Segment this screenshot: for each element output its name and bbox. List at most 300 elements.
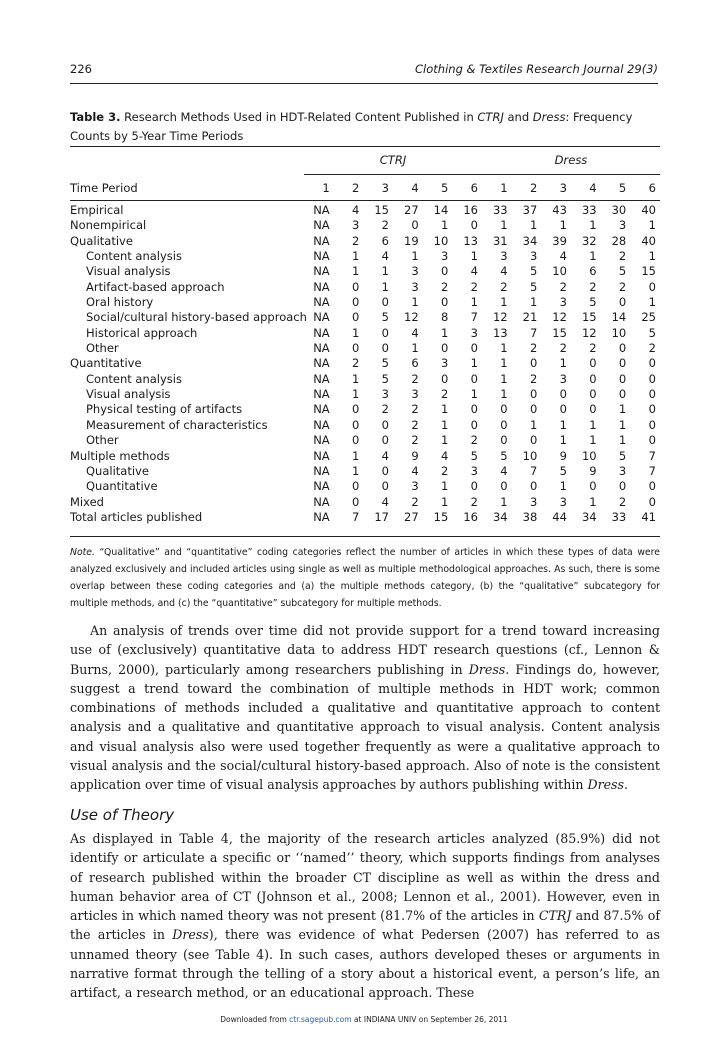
table-cell: 6 bbox=[411, 356, 419, 371]
table-cell: 1 bbox=[500, 295, 508, 310]
group-header-ctrj: CTRJ bbox=[304, 146, 482, 175]
column-header: 4 bbox=[411, 181, 419, 195]
table-row bbox=[70, 218, 660, 233]
running-header bbox=[70, 62, 658, 78]
table-body bbox=[70, 201, 660, 525]
table-cell: 3 bbox=[411, 387, 419, 402]
table-cell: 7 bbox=[648, 448, 656, 463]
text-run: and 87.5% of the articles in bbox=[70, 908, 660, 943]
table-cell: 1 bbox=[440, 417, 449, 432]
table-cell: 3 bbox=[352, 218, 360, 233]
table-cell: 2 bbox=[411, 433, 419, 448]
table-caption bbox=[70, 108, 660, 146]
column-header: 6 bbox=[470, 181, 478, 195]
table-cell: 2 bbox=[440, 387, 449, 402]
column-header: 1 bbox=[322, 181, 330, 195]
table-cell: 3 bbox=[440, 356, 449, 371]
column-header: 3 bbox=[559, 181, 567, 195]
table-row bbox=[70, 356, 660, 371]
table-cell: 3 bbox=[500, 249, 508, 264]
table-cell: 10 bbox=[581, 448, 597, 463]
column-header: 1 bbox=[500, 181, 508, 195]
column-header: 2 bbox=[352, 181, 360, 195]
table-cell: 34 bbox=[492, 509, 508, 524]
table-cell: 0 bbox=[589, 371, 597, 386]
text-run: ), there was evidence of what Pedersen (2007) has referred to as unnamed theory (see Table 4). In such cases, authors developed theses or arguments in narrative format through the telling of a story about a historical event, a person’s life, an artifact, a research method, or an educational approach. These bbox=[70, 927, 660, 1001]
table-cell: 3 bbox=[559, 371, 567, 386]
table-cell: 1 bbox=[352, 463, 360, 478]
table-row bbox=[70, 326, 660, 341]
table-cell: 8 bbox=[440, 310, 449, 325]
italic-text: CTRJ bbox=[538, 908, 572, 924]
table-cell: 12 bbox=[404, 310, 419, 325]
row-label: Measurement of characteristics bbox=[86, 417, 268, 432]
table-row bbox=[70, 295, 660, 310]
journal-title: Clothing & Textiles Research Journal 29(3) bbox=[415, 62, 658, 76]
text-run: An analysis of trends over time did not provide support for a trend toward increasing use of (exclusively) quantitative data to address HDT research questions (cf., Lennon & Burns, 2000), particularly among researchers publishing in bbox=[70, 623, 660, 677]
table-cell: 0 bbox=[589, 479, 597, 494]
table-cell: 0 bbox=[440, 264, 449, 279]
table-cell: 1 bbox=[440, 402, 449, 417]
table-cell: 2 bbox=[618, 249, 627, 264]
table-cell: 0 bbox=[381, 295, 389, 310]
table-cell: 12 bbox=[552, 310, 567, 325]
table-cell: NA bbox=[313, 371, 330, 386]
table-cell: 4 bbox=[411, 463, 419, 478]
table-cell: 16 bbox=[463, 509, 478, 524]
table-cell: 7 bbox=[529, 325, 538, 340]
row-label: Other bbox=[86, 433, 119, 448]
row-label: Qualitative bbox=[86, 463, 149, 478]
table-cell: 17 bbox=[374, 509, 389, 524]
row-label: Multiple methods bbox=[70, 448, 170, 463]
table-cell: 0 bbox=[589, 387, 597, 402]
table-cell: 5 bbox=[618, 264, 627, 279]
column-header: 5 bbox=[440, 181, 449, 195]
table-cell: 0 bbox=[529, 356, 538, 371]
table-cell: 1 bbox=[411, 341, 419, 356]
table-cell: 1 bbox=[648, 218, 656, 233]
table-cell: 15 bbox=[374, 203, 389, 217]
footer-prefix: Downloaded from bbox=[220, 1015, 290, 1024]
table-cell: 0 bbox=[648, 371, 656, 386]
table-cell: 2 bbox=[470, 279, 478, 294]
row-label: Total articles published bbox=[70, 509, 203, 524]
table-cell: 1 bbox=[559, 218, 567, 233]
column-header: 2 bbox=[529, 181, 538, 195]
table-cell: 1 bbox=[500, 494, 508, 509]
column-header: 3 bbox=[381, 181, 389, 195]
table-cell: NA bbox=[313, 463, 330, 478]
table-cell: 1 bbox=[648, 249, 656, 264]
table-cell: 0 bbox=[559, 387, 567, 402]
table-row bbox=[70, 234, 660, 249]
body-paragraph-trends bbox=[70, 621, 660, 795]
table-cell: 0 bbox=[500, 402, 508, 417]
row-label: Artifact-based approach bbox=[86, 279, 225, 294]
row-label: Qualitative bbox=[70, 233, 133, 248]
table-cell: 2 bbox=[589, 341, 597, 356]
table-cell: 2 bbox=[529, 341, 538, 356]
table-cell: 4 bbox=[381, 249, 389, 264]
table-row bbox=[70, 341, 660, 356]
table-cell: 6 bbox=[589, 264, 597, 279]
research-methods-table bbox=[70, 146, 660, 525]
table-bottom-rule bbox=[70, 536, 660, 537]
table-cell: 1 bbox=[381, 264, 389, 279]
table-cell: 1 bbox=[529, 417, 538, 432]
table-cell: 3 bbox=[411, 279, 419, 294]
table-cell: 1 bbox=[500, 387, 508, 402]
table-cell: 1 bbox=[500, 356, 508, 371]
table-cell: 1 bbox=[352, 249, 360, 264]
table-cell: 5 bbox=[589, 295, 597, 310]
table-cell: 0 bbox=[470, 371, 478, 386]
table-cell: 1 bbox=[559, 479, 567, 494]
table-cell: 0 bbox=[381, 433, 389, 448]
table-cell: NA bbox=[313, 233, 330, 248]
table-cell: 2 bbox=[618, 279, 627, 294]
row-label: Quantitative bbox=[70, 356, 142, 371]
table-cell: 13 bbox=[463, 233, 478, 248]
table-cell: 0 bbox=[381, 417, 389, 432]
table-cell: 0 bbox=[648, 433, 656, 448]
table-cell: 3 bbox=[618, 218, 627, 233]
table-cell: 0 bbox=[470, 479, 478, 494]
table-cell: 0 bbox=[648, 494, 656, 509]
table-cell: 38 bbox=[522, 509, 538, 524]
table-cell: 0 bbox=[648, 356, 656, 371]
table-cell: 1 bbox=[381, 279, 389, 294]
table-cell: 33 bbox=[492, 203, 508, 217]
table-row bbox=[70, 495, 660, 510]
table-cell: NA bbox=[313, 448, 330, 463]
table-cell: 15 bbox=[581, 310, 597, 325]
table-cell: 0 bbox=[381, 341, 389, 356]
text-run: As displayed in Table 4, the majority of the research articles analyzed (85.9%) did not identify or articulate a specific or ‘‘named’’ theory, which supports findings from analyses of research published within the broader CT discipline as well as within the dress and human behavior area of CT (Johnson et al., 2008; Lennon et al., 2001). However, even in articles in which named theory was not present (81.7% of the articles in bbox=[70, 831, 660, 924]
table-cell: 6 bbox=[381, 233, 389, 248]
page-number: 226 bbox=[70, 62, 92, 76]
table-cell: 34 bbox=[581, 509, 597, 524]
table-cell: 28 bbox=[611, 233, 627, 248]
table-cell: NA bbox=[313, 387, 330, 402]
table-cell: 5 bbox=[618, 448, 627, 463]
table-cell: 2 bbox=[411, 494, 419, 509]
table-cell: 0 bbox=[440, 341, 449, 356]
table-cell: 3 bbox=[381, 387, 389, 402]
table-cell: 4 bbox=[559, 249, 567, 264]
row-label: Oral history bbox=[86, 295, 154, 310]
table-row bbox=[70, 249, 660, 264]
table-cell: 4 bbox=[500, 264, 508, 279]
table-cell: 16 bbox=[463, 203, 478, 217]
table-cell: 4 bbox=[381, 448, 389, 463]
row-label: Quantitative bbox=[86, 479, 158, 494]
text-run: : Frequency Counts by 5-Year Time Periods bbox=[70, 110, 633, 143]
table-cell: 2 bbox=[589, 279, 597, 294]
table-cell: NA bbox=[313, 310, 330, 325]
table-cell: 0 bbox=[618, 387, 627, 402]
table-cell: 0 bbox=[559, 402, 567, 417]
table-cell: 1 bbox=[529, 295, 538, 310]
table-cell: 0 bbox=[618, 341, 627, 356]
table-cell: 4 bbox=[352, 203, 360, 217]
table-row bbox=[70, 264, 660, 279]
table-cell: 12 bbox=[581, 325, 597, 340]
table-cell: 1 bbox=[352, 325, 360, 340]
table-cell: 1 bbox=[440, 479, 449, 494]
row-label: Nonempirical bbox=[70, 218, 147, 233]
table-cell: 2 bbox=[411, 402, 419, 417]
table-cell: 13 bbox=[492, 325, 508, 340]
table-cell: 5 bbox=[381, 310, 389, 325]
table-cell: 15 bbox=[552, 325, 567, 340]
table-cell: NA bbox=[313, 479, 330, 494]
table-cell: 5 bbox=[381, 371, 389, 386]
table-cell: 2 bbox=[470, 494, 478, 509]
table-cell: NA bbox=[313, 218, 330, 233]
table-note-label: Note. bbox=[70, 547, 95, 558]
table-cell: 0 bbox=[352, 479, 360, 494]
table-cell: NA bbox=[313, 249, 330, 264]
table-cell: 31 bbox=[492, 233, 508, 248]
table-cell: 32 bbox=[581, 233, 597, 248]
table-cell: 0 bbox=[352, 494, 360, 509]
table-cell: 4 bbox=[381, 494, 389, 509]
table-cell: 19 bbox=[404, 233, 419, 248]
table-cell: 4 bbox=[411, 325, 419, 340]
table-cell: 33 bbox=[611, 509, 627, 524]
section-heading: Use of Theory bbox=[70, 806, 175, 824]
table-cell: 2 bbox=[352, 356, 360, 371]
table-cell: 1 bbox=[589, 433, 597, 448]
table-cell: 39 bbox=[552, 233, 567, 248]
table-cell: 2 bbox=[352, 233, 360, 248]
table-cell: 2 bbox=[559, 279, 567, 294]
table-cell: 1 bbox=[440, 433, 449, 448]
table-cell: 0 bbox=[381, 325, 389, 340]
table-cell: 0 bbox=[529, 479, 538, 494]
table-cell: 3 bbox=[470, 463, 478, 478]
table-cell: 3 bbox=[529, 494, 538, 509]
table-cell: 2 bbox=[529, 371, 538, 386]
italic-text: Dress bbox=[172, 927, 209, 943]
table-note-text: “Qualitative” and “quantitative” coding categories reflect the number of articles in which these types of data were analyzed exclusively and included articles using single as well as multiple methodological approaches. As such, there is some overlap between these coding categories and (a) the multiple methods category, (b) the “qualitative” subcategory for multiple methods, and (c) the “quantitative” subcategory for multiple methods. bbox=[70, 547, 660, 609]
italic-text: Dress bbox=[587, 777, 624, 793]
table-cell: 5 bbox=[381, 356, 389, 371]
table-row bbox=[70, 433, 660, 448]
table-cell: 0 bbox=[618, 356, 627, 371]
table-cell: 40 bbox=[641, 203, 656, 217]
table-cell: 0 bbox=[589, 402, 597, 417]
body-paragraph-theory bbox=[70, 829, 660, 1003]
table-cell: 0 bbox=[352, 433, 360, 448]
table-cell: 1 bbox=[618, 433, 627, 448]
row-label: Social/cultural history-based approach bbox=[86, 310, 307, 325]
table-cell: 4 bbox=[440, 448, 449, 463]
table-cell: 0 bbox=[352, 341, 360, 356]
table-cell: 9 bbox=[411, 448, 419, 463]
table-cell: 7 bbox=[648, 463, 656, 478]
table-cell: 9 bbox=[559, 448, 567, 463]
table-cell: NA bbox=[313, 341, 330, 356]
table-cell: 5 bbox=[529, 279, 538, 294]
table-cell: 2 bbox=[648, 341, 656, 356]
table-cell: 0 bbox=[352, 417, 360, 432]
row-label: Physical testing of artifacts bbox=[86, 402, 243, 417]
table-cell: 1 bbox=[589, 494, 597, 509]
table-cell: 5 bbox=[648, 325, 656, 340]
text-run: and bbox=[503, 110, 533, 124]
table-cell: 0 bbox=[529, 402, 538, 417]
table-cell: 10 bbox=[522, 448, 538, 463]
table-cell: 1 bbox=[352, 448, 360, 463]
table-caption-text bbox=[70, 110, 632, 143]
column-header: 6 bbox=[648, 181, 656, 195]
table-cell: 5 bbox=[559, 463, 567, 478]
table-cell: 1 bbox=[618, 417, 627, 432]
text-run: . Findings do, however, suggest a trend toward the combination of multiple methods in HDT work; common combinations of methods included a qualitative and quantitative approach to content analysis and a qualitative and quantitative approach to visual analysis. Content analysis and visual analysis also were used together frequently as were a qualitative approach to visual analysis and the social/cultural history-based approach. Also of note is the consistent application over time of visual analysis approaches by authors publishing within bbox=[70, 661, 660, 793]
table-cell: 12 bbox=[492, 310, 508, 325]
row-label: Historical approach bbox=[86, 325, 198, 340]
table-cell: 0 bbox=[648, 279, 656, 294]
table-cell: 27 bbox=[404, 203, 419, 217]
table-cell: NA bbox=[313, 264, 330, 279]
table-cell: 1 bbox=[411, 249, 419, 264]
table-row bbox=[70, 418, 660, 433]
table-cell: 7 bbox=[352, 509, 360, 524]
table-cell: 3 bbox=[559, 494, 567, 509]
footer-link[interactable]: ctr.sagepub.com bbox=[289, 1015, 352, 1024]
table-cell: 0 bbox=[648, 402, 656, 417]
table-cell: 0 bbox=[618, 371, 627, 386]
table-row bbox=[70, 402, 660, 417]
table-cell: 1 bbox=[470, 249, 478, 264]
table-cell: 0 bbox=[352, 310, 360, 325]
table-cell: 27 bbox=[404, 509, 419, 524]
table-cell: 1 bbox=[500, 371, 508, 386]
table-cell: 30 bbox=[611, 203, 627, 217]
table-row bbox=[70, 464, 660, 479]
table-cell: 1 bbox=[470, 295, 478, 310]
table-cell: 2 bbox=[411, 417, 419, 432]
table-row bbox=[70, 510, 660, 525]
table-header-rule bbox=[70, 200, 660, 201]
table-cell: 3 bbox=[440, 249, 449, 264]
row-label: Other bbox=[86, 341, 119, 356]
table-cell: 0 bbox=[589, 356, 597, 371]
table-cell: 0 bbox=[470, 341, 478, 356]
table-cell: 15 bbox=[641, 264, 656, 279]
row-label: Visual analysis bbox=[86, 264, 171, 279]
table-cell: 2 bbox=[440, 463, 449, 478]
table-cell: NA bbox=[313, 509, 330, 524]
table-cell: 0 bbox=[352, 402, 360, 417]
row-label: Content analysis bbox=[86, 371, 182, 386]
table-cell: 4 bbox=[500, 463, 508, 478]
table-cell: 0 bbox=[529, 433, 538, 448]
table-cell: 3 bbox=[618, 463, 627, 478]
table-cell: 0 bbox=[352, 279, 360, 294]
table-cell: 3 bbox=[529, 249, 538, 264]
table-cell: 14 bbox=[433, 203, 449, 217]
table-cell: 1 bbox=[440, 218, 449, 233]
table-cell: 5 bbox=[529, 264, 538, 279]
table-cell: 34 bbox=[522, 233, 538, 248]
table-cell: 2 bbox=[500, 279, 508, 294]
table-row bbox=[70, 479, 660, 494]
table-cell: 21 bbox=[522, 310, 538, 325]
table-cell: 41 bbox=[641, 509, 656, 524]
group-header-dress: Dress bbox=[482, 146, 660, 175]
table-cell: 1 bbox=[352, 371, 360, 386]
table-cell: 1 bbox=[470, 387, 478, 402]
table-cell: 5 bbox=[500, 448, 508, 463]
table-cell: 2 bbox=[559, 341, 567, 356]
table-cell: NA bbox=[313, 494, 330, 509]
table-cell: 0 bbox=[440, 295, 449, 310]
table-cell: 0 bbox=[470, 218, 478, 233]
table-cell: NA bbox=[313, 433, 330, 448]
table-cell: 2 bbox=[381, 218, 389, 233]
table-cell: 1 bbox=[411, 295, 419, 310]
table-cell: 0 bbox=[440, 371, 449, 386]
table-row bbox=[70, 372, 660, 387]
table-cell: 10 bbox=[552, 264, 567, 279]
table-row bbox=[70, 449, 660, 464]
table-cell: 7 bbox=[470, 310, 478, 325]
table-cell: NA bbox=[313, 203, 330, 217]
table-cell: NA bbox=[313, 295, 330, 310]
table-cell: 1 bbox=[500, 218, 508, 233]
table-cell: 1 bbox=[589, 417, 597, 432]
table-note bbox=[70, 544, 660, 612]
table-cell: 1 bbox=[352, 387, 360, 402]
table-cell: 2 bbox=[381, 402, 389, 417]
table-cell: 3 bbox=[470, 325, 478, 340]
table-cell: 1 bbox=[559, 356, 567, 371]
italic-text: Dress bbox=[532, 110, 566, 124]
table-cell: 1 bbox=[529, 218, 538, 233]
table-cell: 1 bbox=[352, 264, 360, 279]
table-row bbox=[70, 387, 660, 402]
table-cell: 5 bbox=[470, 448, 478, 463]
table-cell: 0 bbox=[411, 218, 419, 233]
table-row bbox=[70, 280, 660, 295]
table-cell: NA bbox=[313, 325, 330, 340]
table-cell: 0 bbox=[648, 417, 656, 432]
column-header: 4 bbox=[589, 181, 597, 195]
table-cell: 1 bbox=[559, 417, 567, 432]
table-cell: 10 bbox=[611, 325, 627, 340]
column-header-row bbox=[70, 175, 660, 202]
table-cell: 1 bbox=[648, 295, 656, 310]
table-row bbox=[70, 310, 660, 325]
row-label: Visual analysis bbox=[86, 387, 171, 402]
header-rule bbox=[70, 83, 658, 84]
italic-text: Dress bbox=[468, 661, 506, 677]
table-cell: 0 bbox=[352, 295, 360, 310]
table-cell: 0 bbox=[470, 417, 478, 432]
table-cell: 33 bbox=[581, 203, 597, 217]
table-cell: 2 bbox=[470, 433, 478, 448]
column-header: 5 bbox=[618, 181, 627, 195]
table-cell: NA bbox=[313, 402, 330, 417]
table-cell: 1 bbox=[440, 494, 449, 509]
table-cell: 7 bbox=[529, 463, 538, 478]
table-cell: 3 bbox=[411, 479, 419, 494]
text-run: Research Methods Used in HDT-Related Content Published in bbox=[124, 110, 478, 124]
